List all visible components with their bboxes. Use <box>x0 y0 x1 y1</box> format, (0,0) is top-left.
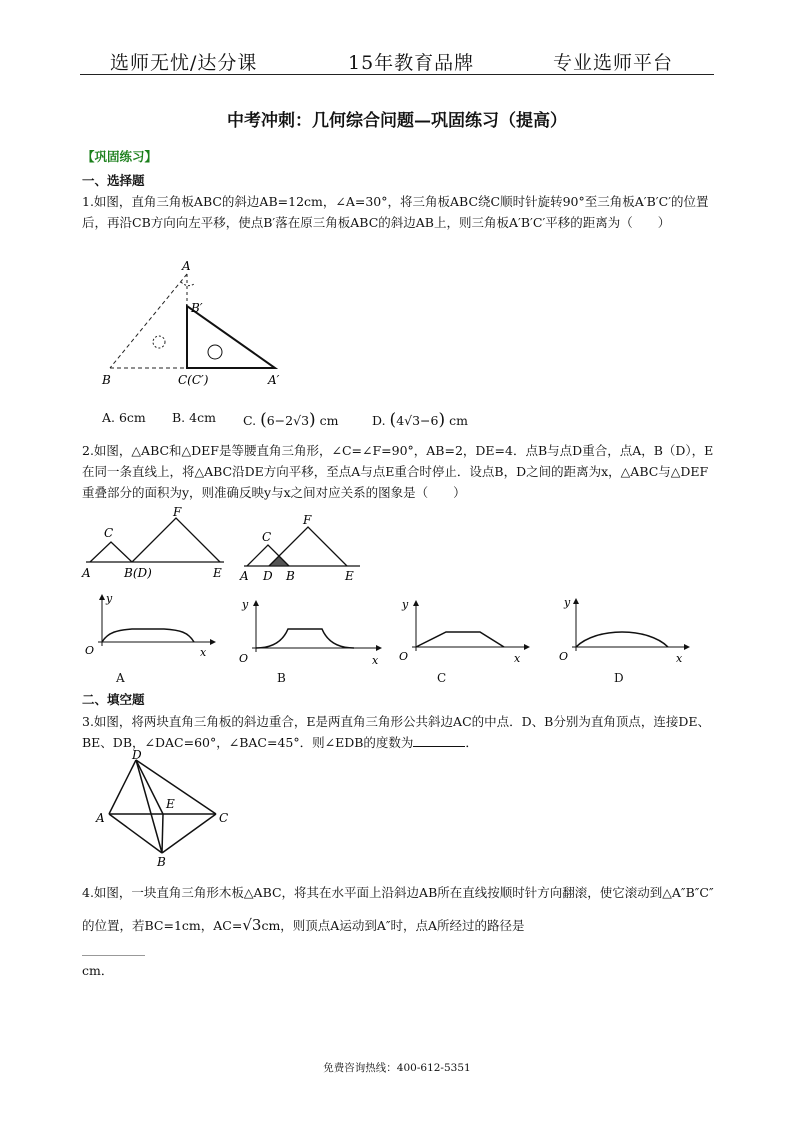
q2-graph-b <box>236 592 386 667</box>
footer-hotline: 免费咨询热线：400-612-5351 <box>323 1062 471 1074</box>
q1-label-b-prime: B′ <box>191 301 203 315</box>
q3-seg-da <box>109 760 136 814</box>
q2-figure-2 <box>236 505 366 585</box>
q4-answer-blank[interactable] <box>82 955 145 956</box>
q2-gd-x-arrow <box>684 644 690 650</box>
q1-label-a: A <box>182 259 191 273</box>
q4-ac-value: √3 <box>242 916 262 934</box>
q1-label-c: C(C′) <box>178 373 209 387</box>
q2-f1-triangle-def <box>132 518 220 562</box>
q4-unit: cm． <box>82 963 114 978</box>
q2-f1-label-c: C <box>104 526 114 540</box>
header-center: 15年教育品牌 <box>348 52 475 74</box>
q2-gb-x-label: x <box>372 654 379 667</box>
q1-label-a-prime: A′ <box>268 373 280 387</box>
q2-f1-label-bd: B(D) <box>124 566 152 580</box>
question-3-text <box>82 711 714 753</box>
q1-figure <box>90 258 300 390</box>
q2-gc-curve <box>416 632 504 647</box>
q2-graph-label-d: D <box>614 671 624 685</box>
header-left: 选师无忧/达分课 <box>110 52 258 74</box>
q1-option-a: A. 6cm <box>102 410 146 425</box>
q2-f2-label-a: A <box>240 569 249 583</box>
q2-gb-origin: O <box>239 652 249 665</box>
q3-text-after: ． <box>465 735 478 750</box>
q2-gb-curve <box>256 629 354 648</box>
q2-ga-x-arrow <box>210 639 216 645</box>
q3-label-d: D <box>132 750 142 762</box>
q2-gd-origin: O <box>559 650 569 663</box>
q2-f2-label-c: C <box>262 530 272 544</box>
q1-option-c-expr: 6−2√3 <box>266 413 310 428</box>
q3-seg-db <box>136 760 162 853</box>
q1-dashed-ab <box>110 274 187 368</box>
question-2-text: 2.如图，△ABC和△DEF是等腰直角三角形，∠C=∠F=90°，AB=2，DE=4．点B与点D重合，点A，B（D），E在同一条直线上，将△ABC沿DE方向平移，至点A与点E重合时停止．设点B，D之间的距离为x，△ABC与△DEF重叠部分的面积为y，则准确反映y与x之间对应关系的图象是（ ） <box>82 443 714 500</box>
q1-dashed-hole <box>153 336 165 348</box>
question-4-text <box>82 876 714 942</box>
q2-ga-curve <box>102 629 194 642</box>
q3-seg-dc <box>136 760 216 814</box>
q2-gc-x-label: x <box>514 652 521 665</box>
q2-gc-x-arrow <box>524 644 530 650</box>
q2-gb-y-arrow <box>253 600 259 606</box>
q3-label-e: E <box>166 797 175 811</box>
q2-f2-label-d: D <box>263 569 273 583</box>
q2-gc-y-label: y <box>402 598 409 611</box>
q2-ga-x-label: x <box>200 646 207 659</box>
q2-f1-triangle-abc <box>90 542 132 562</box>
q2-graph-label-b: B <box>277 671 286 685</box>
q3-label-b: B <box>157 855 166 868</box>
q2-f1-label-a: A <box>82 566 91 580</box>
page-title: 中考冲刺：几何综合问题—巩固练习（提高） <box>227 111 567 131</box>
q1-option-d: D. (4√3−6) cm <box>372 410 468 430</box>
q1-option-d-expr: 4√3−6 <box>396 413 439 428</box>
q4-text-after: cm，则顶点A运动到A″时，点A所经过的路径是 <box>261 918 525 933</box>
q2-f1-label-f: F <box>173 505 182 519</box>
q2-ga-y-label: y <box>106 592 113 605</box>
q2-f2-label-f: F <box>303 513 312 527</box>
header-divider <box>80 74 714 75</box>
q2-f2-label-e: E <box>345 569 354 583</box>
q1-option-b: B. 4cm <box>172 410 216 425</box>
q1-hole <box>208 345 222 359</box>
q2-gc-y-arrow <box>413 600 419 606</box>
q2-graph-a <box>82 592 217 662</box>
q3-text-before: 3.如图，将两块直角三角板的斜边重合，E是两直角三角形公共斜边AC的中点．D、B分别为直角顶点，连接DE、BE、DB，∠DAC=60°，∠BAC=45°．则∠EDB的度数为 <box>82 714 710 750</box>
q2-gb-y-label: y <box>242 598 249 611</box>
section-choice: 一、选择题 <box>82 173 145 188</box>
q2-gc-origin: O <box>399 650 409 663</box>
q4-text-before: 4.如图，一块直角三角形木板△ABC，将其在水平面上沿斜边AB所在直线按顺时针方向翻滚，使它滚动到△A″B″C″的位置，若BC=1cm，AC= <box>82 885 714 933</box>
q3-label-a: A <box>96 811 105 825</box>
q3-answer-blank[interactable] <box>413 734 465 747</box>
q2-graph-c <box>396 596 536 666</box>
q2-f2-overlap <box>269 556 289 566</box>
q3-seg-cb <box>162 814 216 853</box>
q2-gd-y-arrow <box>573 598 579 604</box>
q2-gd-y-label: y <box>564 596 571 609</box>
q1-option-d-unit: cm <box>449 413 468 428</box>
q2-gd-x-label: x <box>676 652 683 664</box>
question-1-text: 1.如图，直角三角板ABC的斜边AB=12cm，∠A=30°，将三角板ABC绕C顺时针旋转90°至三角板A′B′C′的位置后，再沿CB方向向左平移，使点B′落在原三角板ABC的斜边AB上，则三角板A′B′C′平移的距离为（ ） <box>82 194 709 230</box>
q1-option-d-prefix: D. <box>372 413 386 428</box>
q3-label-c: C <box>219 811 229 825</box>
q1-triangle-abc-prime <box>187 306 275 368</box>
q2-ga-y-arrow <box>99 594 105 600</box>
q2-graph-label-a: A <box>116 671 125 685</box>
q1-option-c-unit: cm <box>319 413 339 428</box>
q2-f2-label-b: B <box>286 569 295 583</box>
section-fill: 二、填空题 <box>82 692 145 707</box>
q2-ga-origin: O <box>85 644 95 657</box>
q2-gb-x-arrow <box>376 645 382 651</box>
q3-seg-eb <box>162 814 163 853</box>
q2-graph-label-c: C <box>437 671 447 685</box>
q1-label-b: B <box>102 373 111 387</box>
q2-f1-label-e: E <box>213 566 222 580</box>
q2-gd-curve <box>576 632 668 647</box>
q1-option-c-prefix: C. <box>243 413 257 428</box>
q3-figure <box>92 750 242 868</box>
q1-option-c: C. (6−2√3) cm <box>243 410 339 430</box>
q3-seg-ab <box>109 814 162 853</box>
subtitle: 【巩固练习】 <box>82 149 158 164</box>
q2-figure-1 <box>80 505 240 585</box>
q2-graph-d <box>556 594 696 664</box>
header-right: 专业选师平台 <box>553 52 674 74</box>
